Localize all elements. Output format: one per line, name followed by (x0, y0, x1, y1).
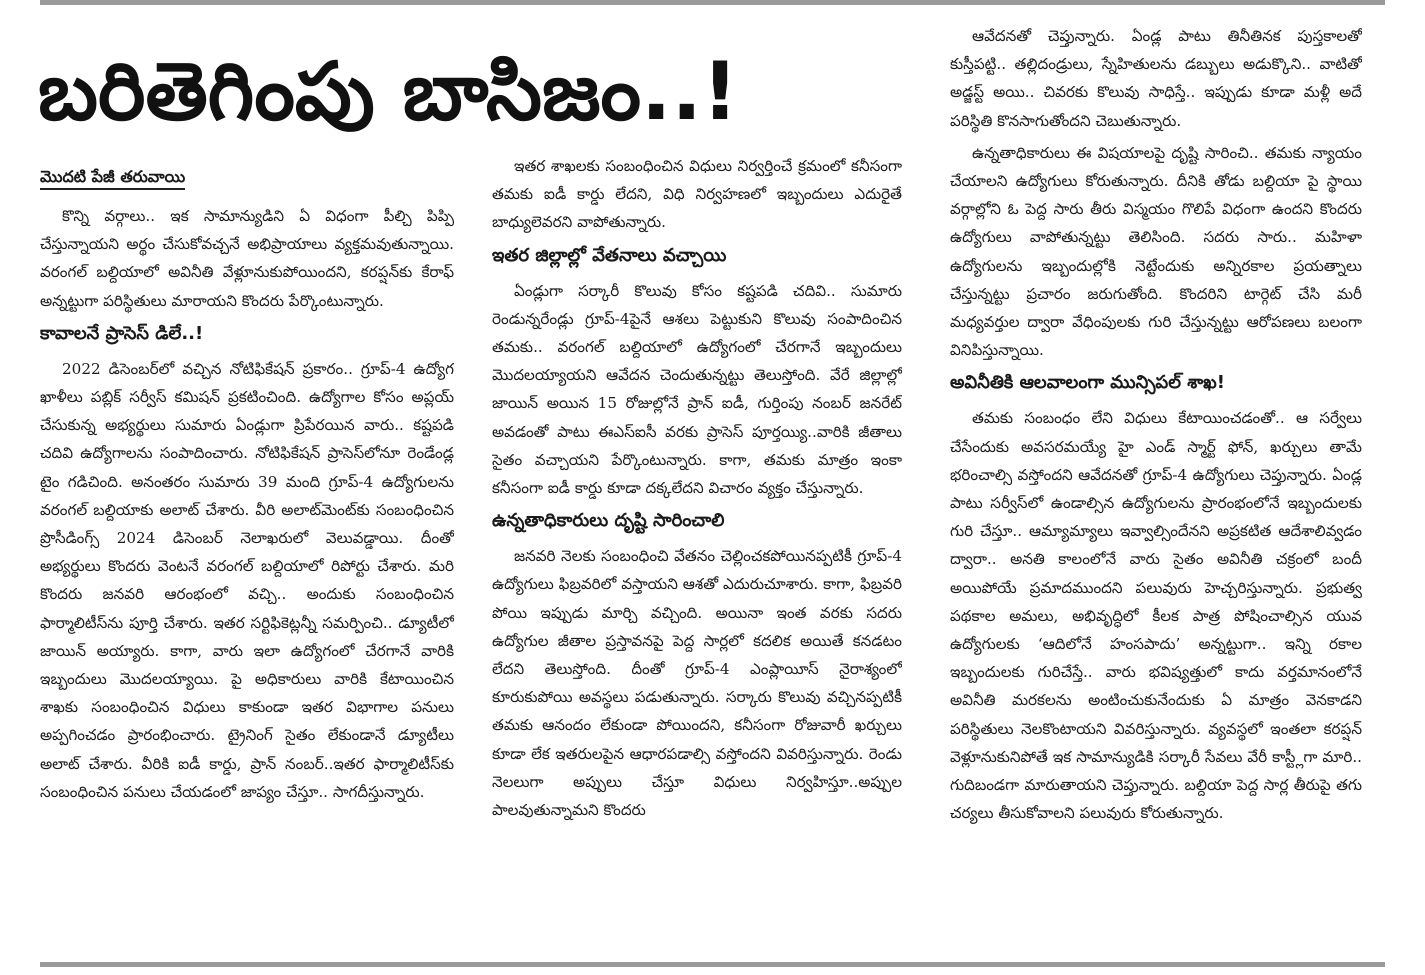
col3-paragraph-2: ఉన్నతాధికారులు ఈ విషయాలపై దృష్టి సారించి.. తమకు న్యాయం చేయాలని ఉద్యోగులు కోరుతున్నారు. దీనికి తోడు బల్దియా పై స్థాయి వర్గాల్లోని ఓ పెద్ద సారు తీరు విస్మయం గొలిపే విధంగా ఉందని కొందరు ఉద్యోగులు వాపోతున్నట్టు తెలిసింది. సదరు సారు.. మహిళా ఉద్యోగులను ఇబ్బందుల్లోకి నెట్టేందుకు అన్నిరకాల ప్రయత్నాలు చేస్తున్నట్టు ప్రచారం జరుగుతోంది. కొందరిని టార్గెట్ చేసి మరీ మధ్యవర్తుల ద్వారా వేధింపులకు గురి చేస్తున్నట్టు ఆరోపణలు బలంగా వినిపిస్తున్నాయి. (950, 143, 1362, 360)
col2-paragraph-3: జనవరి నెలకు సంబంధించి వేతనం చెల్లించకపోయినప్పటికీ గ్రూప్-4 ఉద్యోగులు ఫిబ్రవరిలో వస్తాయని ఆశతో ఎదురుచూశారు. కాగా, ఫిబ్రవరి పోయి ఇప్పుడు మార్చి వచ్చింది. అయినా ఇంత వరకు సదరు ఉద్యోగుల జీతాల ప్రస్తావనపై పెద్ద సార్లలో కదలిక అయితే కనడటం లేదని తెలుస్తోంది. దీంతో గ్రూప్-4 ఎంప్లాయీస్ నైరాశ్యంలో కూరుకుపోయి అవస్థలు పడుతున్నారు. సర్కారు కొలువు వచ్చినప్పటికీ తమకు ఆనందం లేకుండా పోయిందని, కనీసంగా రోజువారీ ఖర్చులు కూడా లేక ఇతరులపైన ఆధారపడాల్సి వస్తోందని వివరిస్తున్నారు. రెండు నెలలుగా అప్పులు చేస్తూ విధులు నిర్వహిస్తూ..అప్పుల పాలవుతున్నామని కొందరు (492, 547, 902, 820)
col3-paragraph-3: తమకు సంబంధం లేని విధులు కేటాయించడంతో.. ఆ సర్వేలు చేసేందుకు అవసరమయ్యే హై ఎండ్ స్మార్ట్ ఫోన్, ఖర్చులు తామే భరించాల్సి వస్తోందని ఆవేదనతో గ్రూప్-4 ఉద్యోగులు చెప్తున్నారు. ఏండ్ల పాటు సర్వీస్‌లో ఉండాల్సిన ఉద్యోగులను ప్రారంభంలోనే ఇబ్బందులకు గురి చేస్తూ.. ఆమ్యామ్యాలు ఇవ్వాల్సిందేనని అప్రకటిత ఆదేశాలివ్వడం ద్వారా.. అనతి కాలంలోనే వారు సైతం అవినీతి చక్రంలో బందీ అయిపోయే ప్రమాదముందని పలువురు హెచ్చరిస్తున్నారు. ప్రభుత్వ పథకాల అమలు, అభివృద్ధిలో కీలక పాత్ర పోషించాల్సిన యువ ఉద్యోగులకు ‘ఆదిలోనే హంసపాదు’ అన్నట్టుగా.. ఇన్ని రకాల ఇబ్బందులకు గురిచేస్తే.. వారు భవిష్యత్తులో కాదు వర్తమానంలోనే అవినీతి మరకలను అంటించుకునేందుకు ఏ మాత్రం వెనకాడని పరిస్థితులు నెలకొంటాయని వివరిస్తున్నారు. వ్యవస్థలో ఇంతలా కరప్షన్ వెళ్లూనుకునిపోతే ఇక సామాన్యుడికి సర్కారీ సేవలు వేరీ కాస్ట్లీగా మారి.. గుదిబండగా మారుతాయని చెప్తున్నారు. బల్దియా పెద్ద సార్ల తీరుపై తగు చర్యలు తీసుకోవాలని పలువురు కోరుతున్నారు. (950, 409, 1362, 823)
column-3 (950, 22, 1362, 952)
top-rule (40, 0, 1385, 5)
headline: బరితెగింపు బాసిజం..! (38, 45, 739, 138)
col1-paragraph-1: కొన్ని వర్గాలు.. ఇక సామాన్యుడిని ఏ విధంగా పీల్చి పిప్పి చేస్తున్నాయని అర్థం చేసుకోవచ్చనే అభిప్రాయాలు వ్యక్తమవుతున్నాయి. వరంగల్ బల్దియాలో అవినీతి వేళ్లూనుకుపోయిందని, కరప్షన్‌కు కేరాఫ్ అన్నట్టుగా పరిస్థితులు మారాయని కొందరు పేర్కొంటున్నారు. (40, 207, 454, 310)
col2-subheading-2: ఉన్నతాధికారులు దృష్టి సారించాలి (492, 510, 725, 532)
column-2 (492, 152, 902, 952)
bottom-rule (40, 962, 1385, 967)
dateline: మొదటి పేజీ తరువాయి (40, 166, 185, 190)
col3-paragraph-1: ఆవేదనతో చెప్తున్నారు. ఏండ్ల పాటు తినీతినక పుస్తకాలతో కుస్తీపట్టి.. తల్లిదండ్రులు, స్నేహితులను డబ్బులు అడుక్కొని.. వాటితో అడ్జస్ట్ అయి.. చివరకు కొలువు సాధిస్తే.. ఇప్పుడు కూడా మళ్లీ అదే పరిస్థితి కొనసాగుతోందని చెబుతున్నారు. (950, 27, 1362, 130)
col2-paragraph-2: ఏండ్లుగా సర్కారీ కొలువు కోసం కష్టపడి చదివి.. సుమారు రెండున్నరేండ్లు గ్రూప్-4పైనే ఆశలు పెట్టుకుని కొలువు సంపాదించిన తమకు.. వరంగల్ బల్దియాలో ఉద్యోగంలో చేరగానే ఇబ్బందులు మొదలయ్యాయని ఆవేదన చెందుతున్నట్టు తెలుస్తోంది. వేరే జిల్లాల్లో జాయిన్ అయిన 15 రోజుల్లోనే ప్రాన్ ఐడీ, గుర్తింపు నంబర్ జనరేట్ అవడంతో పాటు ఈఎస్‌ఐసీ వరకు ప్రాసెస్ పూర్తయ్యి..వారికి జీతాలు సైతం వచ్చాయని పేర్కొంటున్నారు. కాగా, తమకు మాత్రం ఇంకా కనీసంగా ఐడీ కార్డు కూడా దక్కలేదని విచారం వ్యక్తం చేస్తున్నారు. (492, 281, 902, 498)
col2-subheading-1: ఇతర జిల్లాల్లో వేతనాలు వచ్చాయి (492, 244, 727, 266)
col2-paragraph-1: ఇతర శాఖలకు సంబంధించిన విధులు నిర్వర్తించే క్రమంలో కనీసంగా తమకు ఐడీ కార్డు లేదని, విధి నిర్వహణలో ఇబ్బందులు ఎదురైతే బాధ్యులెవరని వాపోతున్నారు. (492, 157, 902, 232)
col3-subheading-1: అవినీతికి ఆలవాలంగా మున్సిపల్ శాఖ! (950, 372, 1225, 394)
column-1 (40, 152, 454, 952)
col1-paragraph-2: 2022 డిసెంబర్‌లో వచ్చిన నోటిఫికేషన్ ప్రకారం.. గ్రూప్-4 ఉద్యోగ ఖాళీలు పబ్లిక్ సర్వీస్ కమిషన్ ప్రకటించింది. ఉద్యోగాల కోసం అప్లయ్ చేసుకున్న అభ్యర్థులు సుమారు ఏండ్లుగా ప్రిపేరయిన వారు.. కష్టపడి చదివి ఉద్యోగాలను సంపాదించారు. నోటిఫికేషన్ ప్రాసెస్‌లోనూ రెండేండ్ల టైం గడిచింది. అనంతరం సుమారు 39 మంది గ్రూప్-4 ఉద్యోగులను వరంగల్ బల్దియాకు అలాట్ చేశారు. వీరి అలాట్‌మెంట్‌కు సంబంధించిన ప్రొసీడింగ్స్ 2024 డిసెంబర్ నెలాఖరులో వెలువడ్డాయి. దీంతో అభ్యర్థులు కొందరు వెంటనే వరంగల్ బల్దియాలో రిపోర్టు చేశారు. మరి కొందరు జనవరి ఆరంభంలో వచ్చి.. అందుకు సంబంధించిన ఫార్మాలిటీస్‌ను పూర్తి చేశారు. ఇతర సర్టిఫికెట్లన్నీ సమర్పించి.. డ్యూటీలో జాయిన్ అయ్యారు. కాగా, వారు ఇలా ఉద్యోగంలో చేరగానే వారికి ఇబ్బందులు మొదలయ్యాయి. పై అధికారులు వారికి కేటాయించిన శాఖకు సంబంధించిన విధులు కాకుండా ఇతర విభాగాల పనులు అప్పగించడం ప్రారంభించారు. ట్రైనింగ్ సైతం లేకుండానే డ్యూటీలు అలాట్ చేశారు. వీరికి ఐడీ కార్డు, ప్రాన్ నంబర్..ఇతర ఫార్మాలిటీస్‌కు సంబంధించిన పనులు చేయడంలో జాప్యం చేస్తూ.. సాగదీస్తున్నారు. (40, 359, 454, 801)
col1-subheading-1: కావాలనే ప్రాసెస్ డిలే..! (40, 322, 204, 344)
